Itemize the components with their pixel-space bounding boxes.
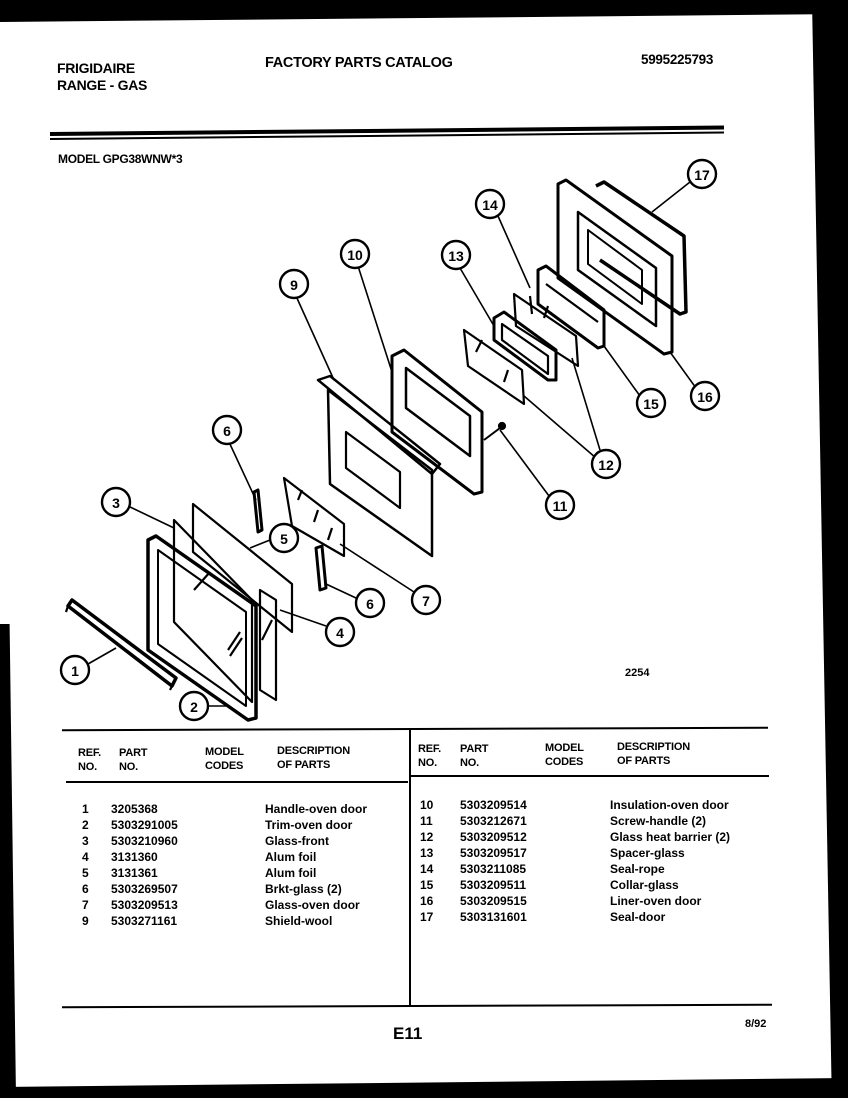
- col-ref-right: REF. NO.: [418, 743, 442, 769]
- callout-14: [476, 190, 504, 218]
- part-alum-foil-4: [260, 590, 276, 700]
- callout-9: [280, 270, 308, 298]
- svg-text:2: 2: [190, 699, 198, 715]
- svg-text:6: 6: [366, 596, 374, 612]
- parts-list-left: [82, 801, 408, 929]
- catalog-title: FACTORY PARTS CATALOG: [265, 55, 453, 71]
- callout-12: [592, 450, 620, 478]
- part-screw-handle: [484, 428, 500, 440]
- callout-13: [442, 241, 470, 269]
- svg-text:9: 9: [290, 277, 298, 293]
- part-insulation-oven-door: [392, 350, 482, 494]
- revision-date: 8/92: [745, 1018, 767, 1030]
- page-number: E11: [393, 1024, 423, 1043]
- part-alum-foil-5: [193, 504, 292, 632]
- table-row: 10 5303209514 Insulation-oven door: [420, 798, 729, 812]
- svg-text:5: 5: [280, 531, 288, 547]
- document-number: 5995225793: [641, 52, 714, 67]
- table-row: 14 5303211085 Seal-rope: [420, 862, 665, 876]
- table-row: 15 5303209511 Collar-glass: [420, 878, 679, 892]
- table-row: 13 5303209517 Spacer-glass: [420, 846, 685, 860]
- svg-text:12: 12: [598, 457, 614, 473]
- svg-text:14: 14: [482, 197, 498, 213]
- table-header-rule-left: [66, 781, 408, 783]
- svg-text:17: 17: [694, 167, 710, 183]
- table-row: 12 5303209512 Glass heat barrier (2): [420, 830, 731, 844]
- svg-text:10: 10: [347, 247, 363, 263]
- brand-name: FRIGIDAIRE: [57, 60, 135, 76]
- callout-7: [412, 586, 440, 614]
- part-bracket-glass-upper: [254, 490, 262, 532]
- svg-text:7: 7: [422, 593, 430, 609]
- col-desc-right: DESCRIPTION OF PARTS: [617, 741, 690, 767]
- col-desc-left: DESCRIPTION OF PARTS: [277, 745, 350, 771]
- model-number: MODEL GPG38WNW*3: [58, 152, 183, 166]
- table-row: 6 5303269507 Brkt-glass (2): [82, 882, 342, 896]
- callout-11: [546, 491, 574, 519]
- table-row: 9 5303271161 Shield-wool: [82, 914, 333, 928]
- svg-text:13: 13: [448, 248, 464, 264]
- callout-4: [326, 618, 354, 646]
- scan-border-top: [0, 0, 848, 22]
- callout-2: [180, 692, 208, 720]
- svg-text:16: 16: [697, 389, 713, 405]
- callout-6-upper: [213, 416, 241, 444]
- col-model-right: MODEL CODES: [545, 742, 584, 768]
- part-trim-oven-door: [148, 536, 256, 720]
- svg-text:4: 4: [336, 625, 344, 641]
- table-row: 17 5303131601 Seal-door: [420, 910, 666, 924]
- col-part-right: PART NO.: [460, 743, 489, 769]
- table-row: 2 5303291005 Trim-oven door: [82, 818, 353, 832]
- col-ref-left: REF. NO.: [78, 747, 102, 773]
- svg-text:3: 3: [112, 495, 120, 511]
- callout-16: [691, 382, 719, 410]
- brand-block: [57, 60, 147, 94]
- callout-3: [102, 488, 130, 516]
- scan-border-bottom: [0, 1078, 848, 1098]
- figure-code: 2254: [625, 667, 650, 679]
- table-row: 4 3131360 Alum foil: [82, 850, 317, 864]
- product-line: RANGE - GAS: [57, 77, 148, 93]
- part-bracket-glass-lower: [316, 546, 326, 590]
- col-part-left: PART NO.: [119, 747, 148, 773]
- table-row: 11 5303212671 Screw-handle (2): [420, 814, 707, 828]
- table-row: 16 5303209515 Liner-oven door: [420, 894, 702, 908]
- svg-text:6: 6: [223, 423, 231, 439]
- table-row: 7 5303209513 Glass-oven door: [82, 898, 360, 912]
- svg-text:15: 15: [643, 396, 659, 412]
- table-row: 1 3205368 Handle-oven door: [82, 802, 368, 816]
- parts-list-right: [420, 797, 750, 925]
- callout-1: [61, 656, 89, 684]
- table-bottom-rule: [62, 1004, 772, 1008]
- callout-15: [637, 389, 665, 417]
- table-row: 5 3131361 Alum foil: [82, 866, 317, 880]
- svg-text:11: 11: [552, 498, 568, 514]
- screw-head: [499, 423, 505, 429]
- callout-17: [688, 160, 716, 188]
- part-shield-wool: [318, 376, 440, 556]
- table-row: 3 5303210960 Glass-front: [82, 834, 330, 848]
- callout-6-lower: [356, 589, 384, 617]
- exploded-parts-diagram: [0, 150, 848, 730]
- svg-text:1: 1: [71, 663, 79, 679]
- callout-10: [341, 240, 369, 268]
- callout-5: [270, 524, 298, 552]
- table-header-rule-right: [411, 775, 769, 777]
- col-model-left: MODEL CODES: [205, 746, 244, 772]
- table-column-divider: [409, 728, 411, 1006]
- part-liner-oven-door: [558, 180, 672, 354]
